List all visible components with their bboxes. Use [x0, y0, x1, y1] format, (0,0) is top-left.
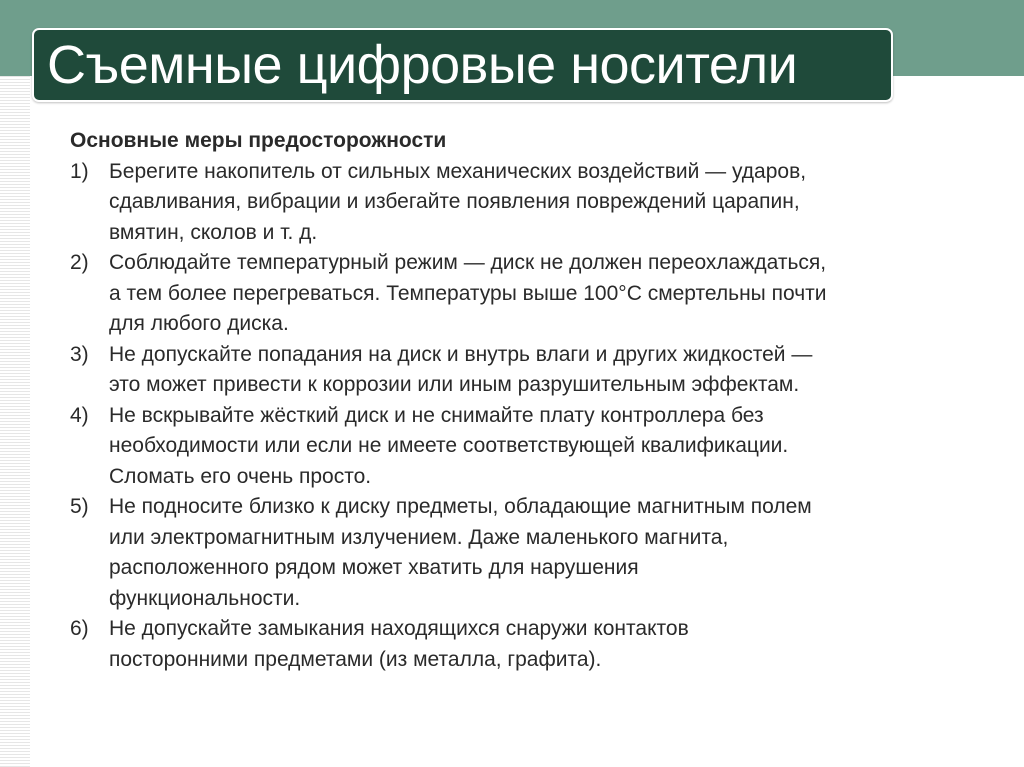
item-text: Берегите накопитель от сильных механических воздействий — ударов, сдавливания, вибрации и избегайте появления повреждений царапин, вмятин, сколов и т. д.: [109, 159, 807, 244]
item-number: 2): [70, 251, 89, 274]
item-number: 6): [70, 617, 89, 640]
item-text: Не подносите близко к диску предметы, обладающие магнитным полем или электромагнитным излучением. Даже маленького магнита, расположенного рядом может хватить для нарушения функциональности.: [109, 495, 812, 610]
item-number: 3): [70, 342, 89, 366]
list-item-5: [70, 492, 1000, 614]
item-number: 5): [70, 495, 89, 518]
subheading: Основные меры предосторожности: [70, 129, 447, 152]
left-stripe-decoration: [0, 76, 30, 767]
item-number: 1): [70, 159, 89, 183]
list-item-1: [70, 157, 1000, 249]
slide-content: [70, 126, 1000, 675]
list-item-3: [70, 340, 1000, 401]
item-number: 4): [70, 403, 89, 427]
title-bar: [32, 28, 893, 102]
item-text: Не вскрывайте жёсткий диск и не снимайте плату контроллера без необходимости или если не имеете соответствующей квалификации. Сломать его очень просто.: [109, 403, 789, 488]
precautions-list: [70, 157, 1000, 676]
item-text: Не допускайте попадания на диск и внутрь влаги и других жидкостей — это может привести к коррозии или иным разрушительным эффектам.: [109, 342, 813, 396]
list-item-6: [70, 614, 1000, 675]
list-item-2: [70, 248, 1000, 340]
slide-title: Съемные цифровые носители: [47, 35, 798, 95]
list-item-4: [70, 401, 1000, 493]
item-text: Не допускайте замыкания находящихся снаружи контактов посторонними предметами (из металла, графита).: [109, 617, 689, 671]
item-text: Соблюдайте температурный режим — диск не должен переохлаждаться, а тем более перегреваться. Температуры выше 100°С смертельны почти для любого диска.: [109, 251, 827, 335]
